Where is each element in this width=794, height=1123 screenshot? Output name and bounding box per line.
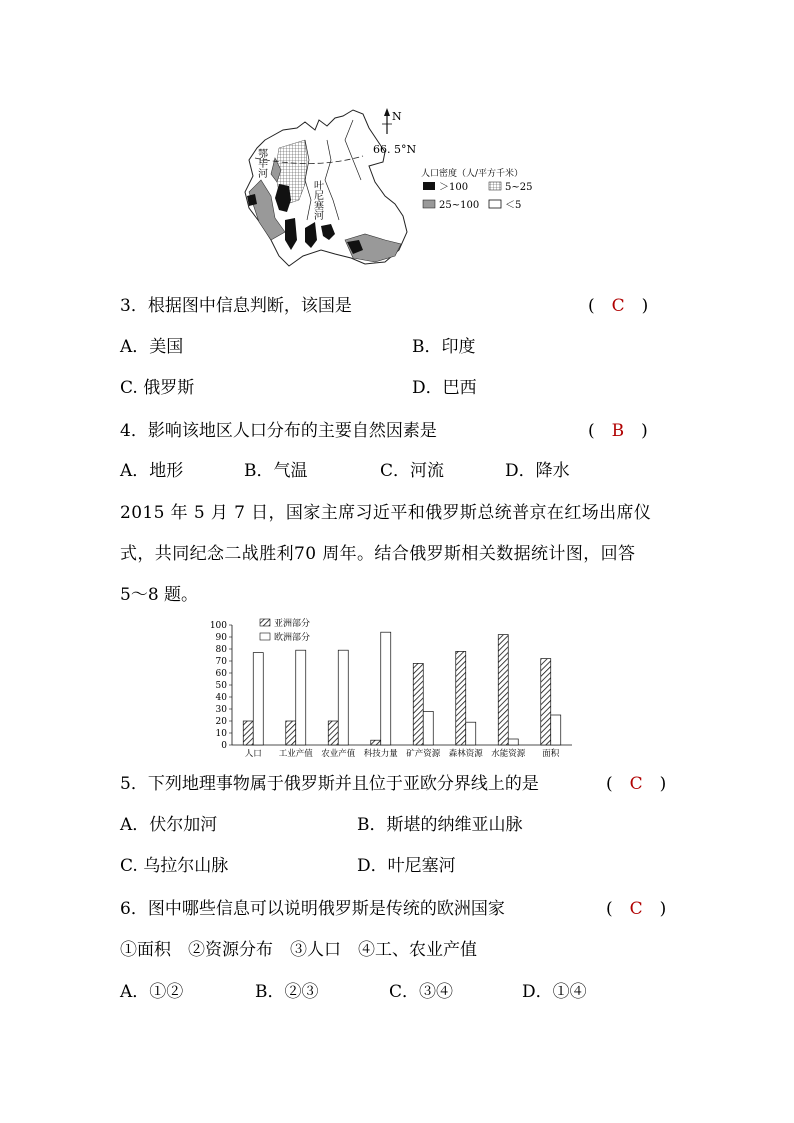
bar-europe — [508, 739, 518, 745]
legend-swatch-europe — [260, 633, 270, 640]
q5-option-d: D．叶尼塞河 — [357, 856, 456, 876]
q4-option-c: C．河流 — [380, 461, 445, 481]
y-tick-label: 80 — [215, 645, 227, 655]
latitude-label: 66. 5°N — [373, 143, 417, 156]
q5-option-b: B．斯堪的纳维亚山脉 — [357, 815, 523, 835]
q3-stem: 3．根据图中信息判断，该国是 — [120, 296, 352, 316]
bar-asia — [328, 721, 338, 745]
legend-swatch-under-5 — [489, 200, 501, 208]
x-category-label: 人口 — [244, 749, 262, 759]
y-tick-label: 30 — [215, 705, 227, 715]
q3-answer: C — [611, 296, 625, 316]
legend-swatch-25-100 — [423, 200, 435, 208]
q4-option-d: D．降水 — [505, 461, 570, 481]
q6-answer: C — [629, 899, 643, 919]
legend-label: 25~100 — [439, 200, 480, 211]
x-category-label: 科技力量 — [363, 749, 398, 759]
q3-option-b: B．印度 — [412, 337, 476, 357]
bar-europe — [296, 650, 306, 745]
y-tick-label: 90 — [215, 633, 227, 643]
y-tick-label: 60 — [215, 669, 227, 679]
river-label-yenisei: 叶尼塞河 — [311, 180, 323, 220]
q6-option-a: A．①② — [120, 982, 184, 1002]
q6-answer-bracket: ( C ) — [606, 899, 667, 919]
bar-asia — [498, 635, 508, 745]
legend-label-asia: 亚洲部分 — [274, 619, 311, 629]
q5-option-c: C. 乌拉尔山脉 — [120, 856, 229, 876]
q4-stem: 4．影响该地区人口分布的主要自然因素是 — [120, 421, 437, 441]
intro-line-3: 5～8 题。 — [120, 585, 199, 605]
q5-answer-bracket: ( C ) — [606, 774, 667, 794]
x-category-label: 面积 — [542, 749, 560, 759]
north-label: N — [392, 110, 402, 123]
q4-option-a: A．地形 — [120, 461, 184, 481]
bar-asia — [413, 663, 423, 745]
legend-label: 5~25 — [505, 182, 533, 193]
bar-europe — [253, 653, 263, 745]
legend-swatch-asia — [260, 619, 270, 626]
q6-items: ①面积 ②资源分布 ③人口 ④工、农业产值 — [120, 940, 477, 960]
russia-statistics-bar-chart — [200, 615, 600, 760]
q3-option-a: A．美国 — [120, 337, 184, 357]
bar-europe — [551, 715, 561, 745]
intro-line-1: 2015 年 5 月 7 日，国家主席习近平和俄罗斯总统普京在红场出席仪 — [120, 503, 652, 523]
legend-swatch-5-25 — [489, 182, 501, 190]
y-tick-label: 10 — [215, 729, 227, 739]
legend-label: ＞100 — [439, 182, 469, 193]
bar-europe — [466, 722, 476, 745]
intro-line-2: 式，共同纪念二战胜利70 周年。结合俄罗斯相关数据统计图，回答 — [120, 544, 636, 564]
bar-asia — [541, 659, 551, 745]
population-density-map — [235, 100, 565, 280]
y-tick-label: 100 — [209, 621, 227, 631]
y-tick-label: 50 — [215, 681, 227, 691]
q4-answer-bracket: ( B ) — [588, 421, 648, 441]
q4-answer: B — [611, 421, 625, 441]
q6-stem: 6．图中哪些信息可以说明俄罗斯是传统的欧洲国家 — [120, 899, 505, 919]
river-label-ob: 鄂毕河 — [255, 148, 267, 178]
q3-answer-bracket: ( C ) — [588, 296, 649, 316]
bar-europe — [423, 711, 433, 745]
bar-asia — [243, 721, 253, 745]
y-tick-label: 70 — [215, 657, 227, 667]
x-category-label: 森林资源 — [448, 749, 483, 759]
bar-asia — [286, 721, 296, 745]
x-category-label: 工业产值 — [278, 749, 313, 759]
q5-answer: C — [629, 774, 643, 794]
y-tick-label: 20 — [215, 717, 227, 727]
bar-europe — [338, 650, 348, 745]
q3-option-d: D．巴西 — [412, 378, 477, 398]
legend-swatch-over-100 — [423, 182, 435, 190]
y-tick-label: 40 — [215, 693, 227, 703]
legend-label: ＜5 — [505, 200, 522, 211]
q5-stem: 5．下列地理事物属于俄罗斯并且位于亚欧分界线上的是 — [120, 774, 539, 794]
q4-option-b: B．气温 — [244, 461, 308, 481]
legend-label-europe: 欧洲部分 — [274, 633, 311, 643]
legend-title: 人口密度（人/平方千米） — [421, 169, 524, 179]
q6-option-c: C．③④ — [389, 982, 454, 1002]
x-category-label: 矿产资源 — [406, 749, 441, 759]
q5-option-a: A．伏尔加河 — [120, 815, 218, 835]
bar-europe — [381, 632, 391, 745]
x-category-label: 水能资源 — [491, 749, 526, 759]
q3-option-c: C. 俄罗斯 — [120, 378, 195, 398]
bar-asia — [371, 740, 381, 745]
x-category-label: 农业产值 — [321, 749, 356, 759]
q6-option-d: D．①④ — [522, 982, 587, 1002]
bar-asia — [456, 651, 466, 745]
q6-option-b: B．②③ — [255, 982, 319, 1002]
y-tick-label: 0 — [221, 741, 227, 751]
